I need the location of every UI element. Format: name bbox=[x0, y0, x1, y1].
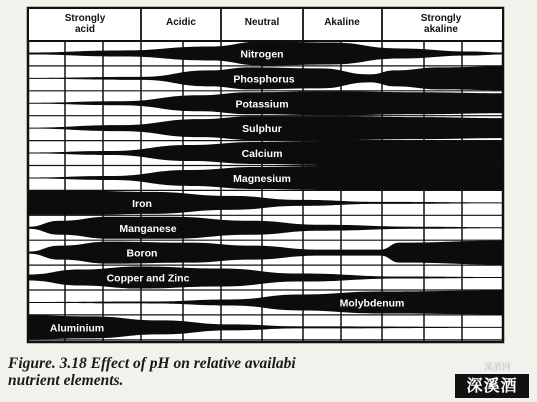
label-potassium: Potassium bbox=[235, 98, 289, 111]
label-sulphur: Sulphur bbox=[242, 123, 282, 136]
watermark-subtext: 溪酒网 bbox=[484, 363, 512, 373]
label-magnesium: Magnesium bbox=[233, 172, 291, 185]
column-header-strongly_acid-line1: Strongly bbox=[64, 13, 106, 24]
column-header-acidic: Acidic bbox=[165, 17, 197, 28]
caption-line-2: nutrient elements. bbox=[8, 372, 124, 389]
label-manganese: Manganese bbox=[119, 222, 177, 235]
label-molybdenum: Molybdenum bbox=[339, 297, 405, 310]
label-calcium: Calcium bbox=[241, 148, 283, 161]
label-nitrogen: Nitrogen bbox=[240, 48, 284, 61]
label-boron: Boron bbox=[126, 247, 158, 260]
column-header-strongly_acid-line2: acid bbox=[74, 24, 96, 35]
column-header-strongly_alkaline-line2: akaline bbox=[424, 24, 458, 35]
caption-line-1: Figure. 3.18 Effect of pH on relative availabi bbox=[8, 355, 296, 372]
label-iron: Iron bbox=[132, 197, 152, 210]
watermark-logo: 深溪酒 bbox=[455, 374, 529, 398]
label-phosphorus: Phosphorus bbox=[233, 73, 295, 86]
column-header-strongly_alkaline-line1: Strongly bbox=[420, 13, 462, 24]
label-copper-and-zinc: Copper and Zinc bbox=[106, 272, 190, 285]
column-header-alkaline: Akaline bbox=[324, 17, 360, 28]
column-header-neutral: Neutral bbox=[244, 17, 280, 28]
label-aluminium: Aluminium bbox=[49, 322, 105, 335]
